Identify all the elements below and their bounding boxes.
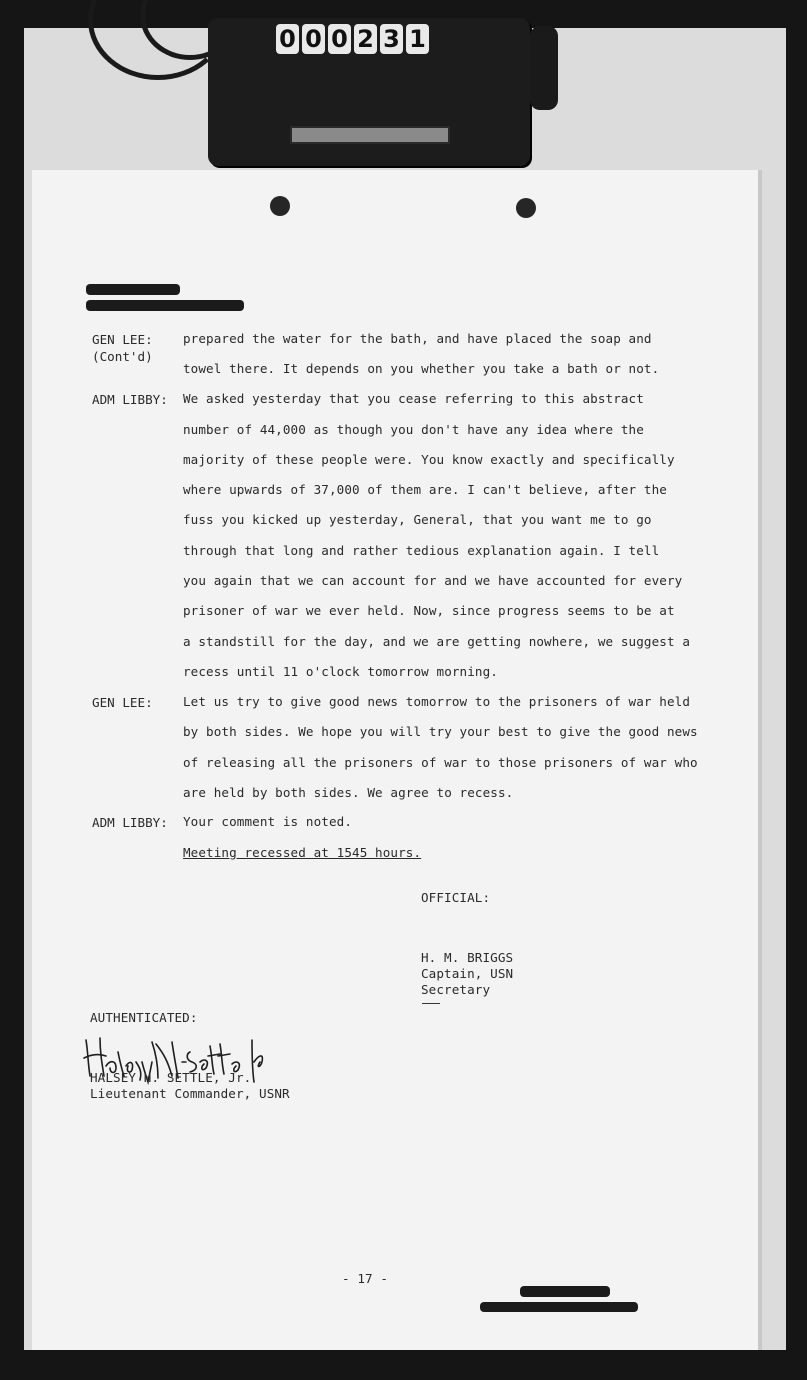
official-dash: [422, 1003, 440, 1004]
dialogue-line: of releasing all the prisoners of war to those prisoners of war who: [183, 755, 698, 770]
authenticated-label: AUTHENTICATED:: [90, 1010, 198, 1025]
dialogue-line: Let us try to give good news tomorrow to the prisoners of war held: [183, 694, 691, 709]
counter-plate: [290, 126, 450, 144]
punch-hole: [270, 196, 290, 216]
dialogue-line: majority of these people were. You know exactly and specifically: [183, 452, 675, 467]
dialogue-line: by both sides. We hope you will try your best to give the good news: [183, 724, 698, 739]
counter-knob: [530, 26, 558, 110]
speaker-label: GEN LEE:: [92, 695, 153, 710]
speaker-label: ADM LIBBY:: [92, 392, 168, 407]
dialogue-line: a standstill for the day, and we are getting nowhere, we suggest a: [183, 634, 691, 649]
speaker-label: ADM LIBBY:: [92, 815, 168, 830]
punch-hole: [516, 198, 536, 218]
official-name: H. M. BRIGGS: [421, 950, 514, 965]
counter-digit: 0: [328, 24, 351, 54]
dialogue-line: are held by both sides. We agree to recess.: [183, 785, 514, 800]
redaction-bar: [86, 300, 244, 311]
counter-digit: 3: [380, 24, 403, 54]
counter-digits: [276, 24, 429, 56]
counter-digit: 2: [354, 24, 377, 54]
redaction-bar: [480, 1302, 638, 1312]
dialogue-line: prepared the water for the bath, and have placed the soap and: [183, 331, 652, 346]
dialogue-line: Your comment is noted.: [183, 814, 353, 829]
official-rank: Captain, USN: [421, 966, 514, 981]
dialogue-line: We asked yesterday that you cease referring to this abstract: [183, 391, 644, 406]
page-number: - 17 -: [342, 1271, 389, 1286]
dialogue-line: towel there. It depends on you whether you take a bath or not.: [183, 361, 660, 376]
dialogue-line: number of 44,000 as though you don't have any idea where the: [183, 422, 644, 437]
redaction-bar: [520, 1286, 610, 1297]
authenticated-rank: Lieutenant Commander, USNR: [90, 1086, 290, 1101]
counter-digit: 1: [406, 24, 429, 54]
speaker-label: GEN LEE: (Cont'd): [92, 332, 153, 364]
dialogue-line: through that long and rather tedious explanation again. I tell: [183, 543, 660, 558]
authenticated-name: HALSEY H. SETTLE, Jr.: [90, 1070, 252, 1085]
dialogue-line: you again that we can account for and we have accounted for every: [183, 573, 683, 588]
redaction-bar: [86, 284, 180, 295]
recess-note: Meeting recessed at 1545 hours.: [183, 845, 422, 860]
counter-digit: 0: [276, 24, 299, 54]
dialogue-line: prisoner of war we ever held. Now, since progress seems to be at: [183, 603, 675, 618]
official-title: Secretary: [421, 982, 491, 997]
counter-digit: 0: [302, 24, 325, 54]
official-label: OFFICIAL:: [421, 890, 491, 905]
dialogue-line: fuss you kicked up yesterday, General, that you want me to go: [183, 512, 652, 527]
dialogue-line: recess until 11 o'clock tomorrow morning.: [183, 664, 498, 679]
dialogue-line: where upwards of 37,000 of them are. I can't believe, after the: [183, 482, 667, 497]
